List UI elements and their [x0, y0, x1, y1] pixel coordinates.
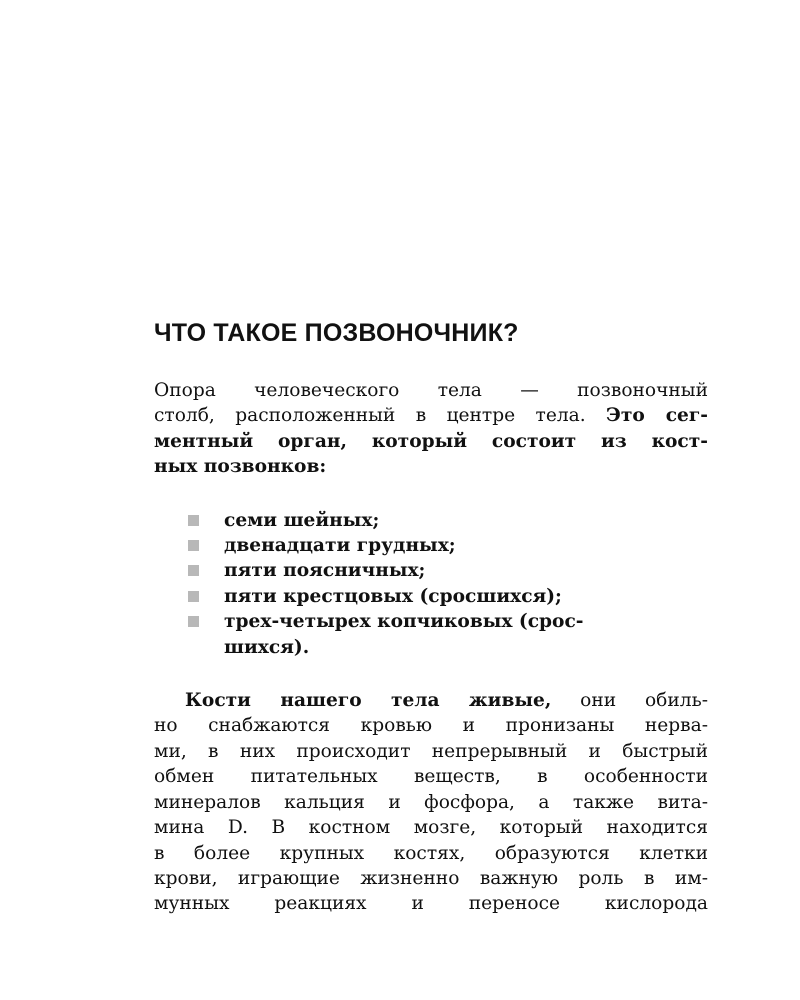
intro-line-2: [154, 403, 708, 428]
para-line-9: мунных реакциях и переносе кислорода: [154, 893, 708, 915]
list-item-text: двенадцати грудных;: [224, 535, 456, 557]
square-bullet-icon: [188, 616, 199, 627]
intro-line-2-normal: столб, расположенный в центре тела.: [154, 405, 607, 427]
intro-line-3: [154, 429, 708, 454]
para-line-1-bold: Кости нашего тела живые,: [185, 690, 552, 712]
list-item: [154, 533, 708, 558]
intro-line-4: [154, 454, 708, 479]
list-item: [154, 508, 708, 533]
intro-paragraph: [154, 378, 708, 480]
intro-line-4-bold: ных позвонков:: [154, 456, 327, 478]
square-bullet-icon: [188, 591, 199, 602]
intro-line-3-bold: ментный орган, который состоит из кост-: [154, 430, 708, 452]
list-item-text: пяти поясничных;: [224, 560, 426, 582]
section-title: ЧТО ТАКОЕ ПОЗВОНОЧНИК?: [154, 319, 519, 347]
list-item: [154, 558, 708, 583]
list-item-text-continued: шихся).: [224, 636, 310, 658]
list-item: [154, 609, 708, 660]
list-item-text: трех-четырех копчиковых (срос-: [224, 611, 584, 633]
page-content: [154, 318, 708, 917]
list-item: [154, 584, 708, 609]
para-line-2: но снабжаются кровью и пронизаны нерва-: [154, 715, 708, 737]
list-item-text: пяти крестцовых (сросшихся);: [224, 585, 562, 607]
para-line-7: в более крупных костях, образуются клетки: [154, 842, 708, 864]
para-line-5: минералов кальция и фосфора, а также вита-: [154, 791, 708, 813]
para-line-6: мина D. В костном мозге, который находится: [154, 817, 708, 839]
vertebrae-list: [154, 508, 708, 660]
intro-line-2-bold: Это сег-: [606, 405, 708, 427]
intro-line-1: Опора человеческого тела — позвоночный: [154, 380, 708, 401]
square-bullet-icon: [188, 540, 199, 551]
para-line-8: крови, играющие жизненно важную роль в им-: [154, 867, 708, 889]
list-item-text: семи шейных;: [224, 509, 380, 531]
para-line-1: [154, 688, 708, 713]
square-bullet-icon: [188, 515, 199, 526]
bones-paragraph: [154, 688, 708, 917]
para-line-4: обмен питательных веществ, в особенности: [154, 766, 708, 788]
para-line-3: ми, в них происходит непрерывный и быстрый: [154, 740, 708, 762]
para-line-1-normal: они обиль-: [551, 690, 708, 712]
square-bullet-icon: [188, 565, 199, 576]
